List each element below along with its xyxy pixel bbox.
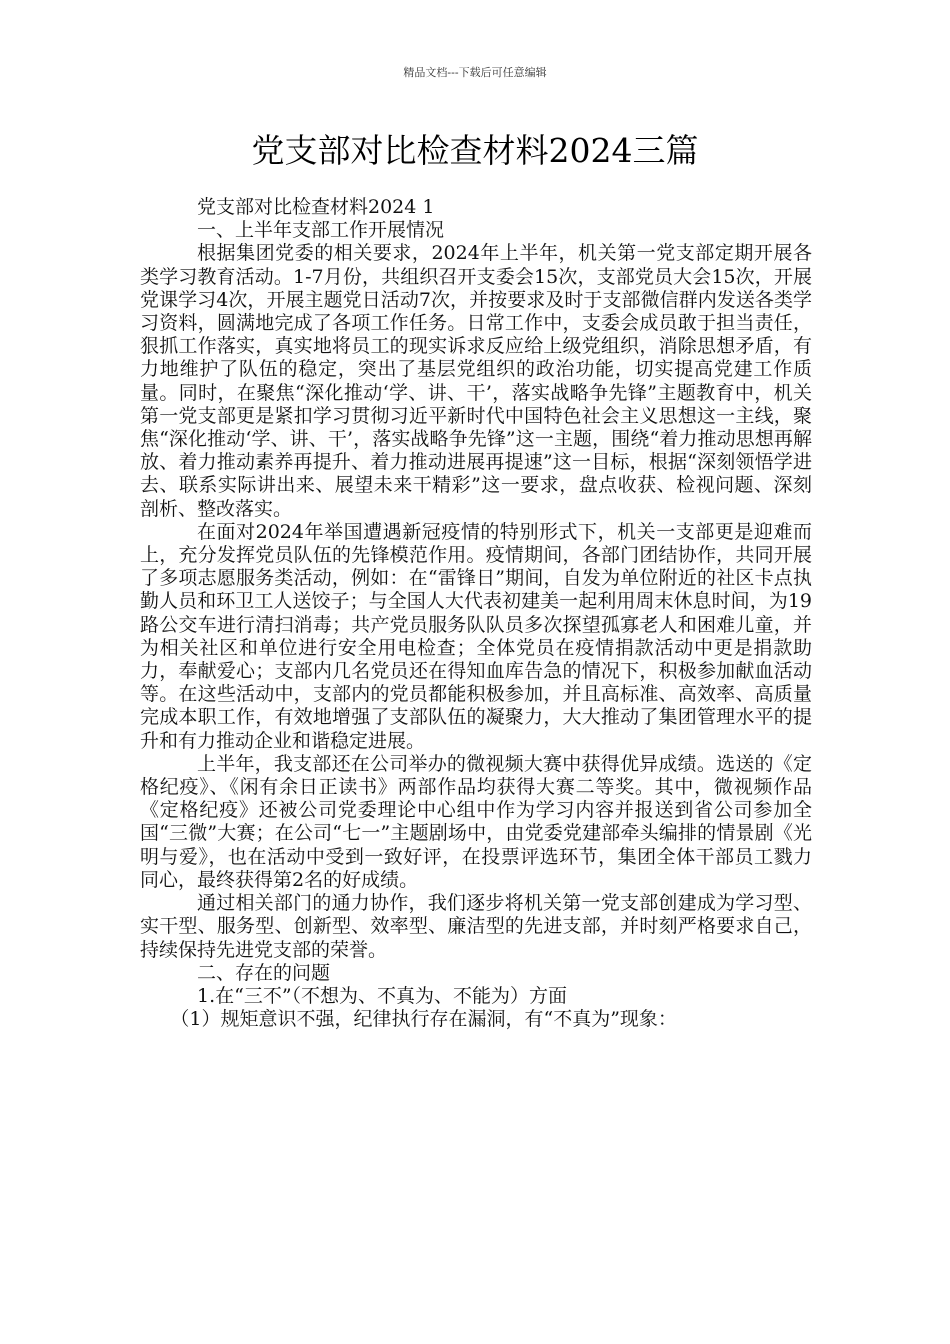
item-subpoint-1: （1）规矩意识不强，纪律执行存在漏洞，有“不真为”现象： xyxy=(170,1008,677,1031)
item-heading-1: 1.在“三不”（不想为、不真为、不能为）方面 xyxy=(197,984,568,1007)
document-body xyxy=(140,196,812,1031)
paragraph-4: 通过相关部门的通力协作，我们逐步将机关第一党支部创建成为学习型、实干型、服务型、创新型、效率型、廉洁型的先进支部，并时刻严格要求自己，持续保持先进党支部的荣誉。 xyxy=(140,892,812,961)
document-title: 党支部对比检查材料2024三篇 xyxy=(251,131,699,170)
page-header-note: 精品文档---下载后可任意编辑 xyxy=(403,66,547,79)
paragraph-2: 在面对2024年举国遭遇新冠疫情的特别形式下，机关一支部更是迎难而上，充分发挥党员队伍的先锋模范作用。疫情期间，各部门团结协作，共同开展了多项志愿服务类活动，例如：在“雷锋日”期间，自发为单位附近的社区卡点执勤人员和环卫工人送饺子；与全国人大代表初建美一起利用周末休息时间，为19路公交车进行清扫消毒；共产党员服务队队员多次探望孤寡老人和困难儿童，并为相关社区和单位进行安全用电检查；全体党员在疫情捐款活动中更是捐款助力，奉献爱心；支部内几名党员还在得知血库告急的情况下，积极参加献血活动等。在这些活动中，支部内的党员都能积极参加，并且高标准、高效率、高质量完成本职工作，有效地增强了支部队伍的凝聚力，大大推动了集团管理水平的提升和有力推动企业和谐稳定进展。 xyxy=(140,520,812,752)
document-subtitle: 党支部对比检查材料2024 1 xyxy=(197,196,435,218)
paragraph-1: 根据集团党委的相关要求，2024年上半年，机关第一党支部定期开展各类学习教育活动。1-7月份，共组织召开支委会15次，支部党员大会15次，开展党课学习4次，开展主题党日活动7次，并按要求及时于支部微信群内发送各类学习资料，圆满地完成了各项工作任务。日常工作中，支委会成员敢于担当责任，狠抓工作落实，真实地将员工的现实诉求反应给上级党组织，消除思想矛盾，有力地维护了队伍的稳定，突出了基层党组织的政治功能，切实提高党建工作质量。同时，在聚焦“深化推动‘学、讲、干’，落实战略争先锋”主题教育中，机关第一党支部更是紧扣学习贯彻习近平新时代中国特色社会主义思想这一主线，聚焦“深化推动‘学、讲、干’，落实战略争先锋”这一主题，围绕“着力推动思想再解放、着力推动素养再提升、着力推动进展再提速”这一目标，根据“深刻领悟学进去、联系实际讲出来、展望未来干精彩”这一要求，盘点收获、检视问题、深刻剖析、整改落实。 xyxy=(140,242,812,520)
section-heading-1: 一、上半年支部工作开展情况 xyxy=(197,219,445,242)
section-heading-2: 二、存在的问题 xyxy=(197,961,331,984)
paragraph-3: 上半年，我支部还在公司举办的微视频大赛中获得优异成绩。选送的《定格纪疫》、《闲有余日正读书》两部作品均获得大赛二等奖。其中，微视频作品《定格纪疫》还被公司党委理论中心组中作为学习内容并报送到省公司参加全国“三微”大赛；在公司“七一”主题剧场中，由党委党建部牵头编排的情景剧《光明与爱》，也在活动中受到一致好评，在投票评选环节，集团全体干部员工戮力同心，最终获得第2名的好成绩。 xyxy=(140,752,812,891)
